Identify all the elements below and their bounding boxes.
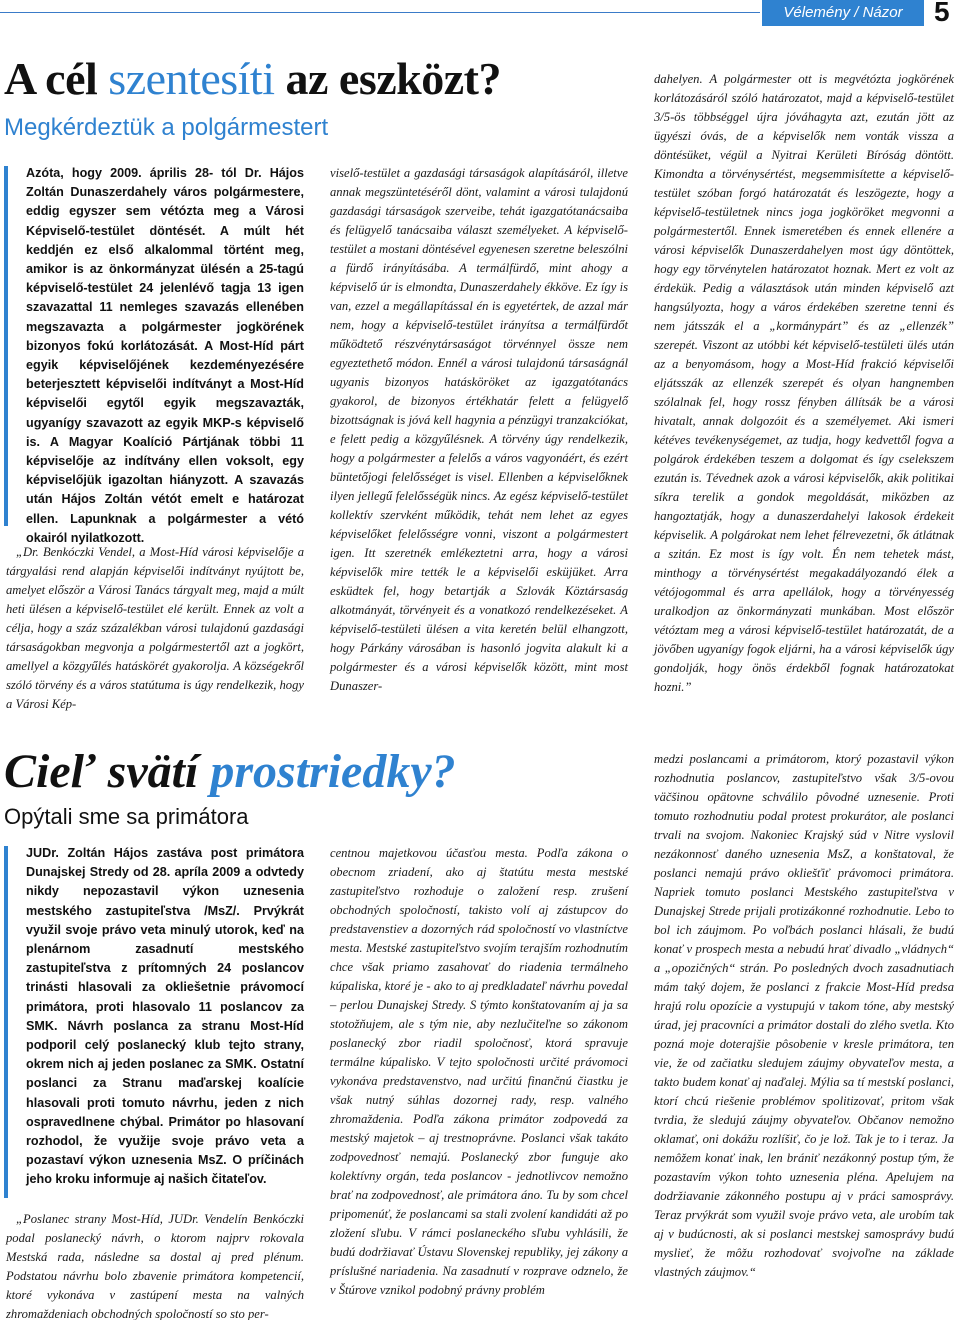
hu-headline-part3: az eszközt? <box>274 53 501 104</box>
hu-lead-bar <box>4 166 8 526</box>
sk-headline-part1: Cieľ svätí <box>4 745 211 798</box>
section-tag: Vélemény / Názor <box>762 0 924 26</box>
sk-subtitle: Opýtali sme sa primátora <box>4 804 249 829</box>
sk-column-2 <box>330 844 628 1300</box>
hu-column-1 <box>6 543 304 714</box>
sk-lead: JUDr. Zoltán Hájos zastáva post primátora Dunajskej Stredy od 28. apríla 2009 a odvtedy nikdy nepozastavil výkon uznesenia mestského zastupiteľstva /MsZ/. Prvýkrát využil svoje právo veta minulý utorok, keď na plenárnom zasadnutí mestského zastupiteľstva z prítomných 24 poslancov trinásti hlasovali za okliešetnie právomocí primátora, proti hlasovalo 11 poslancov za SMK. Návrh poslanca za stranu Most-Híd podporil celý poslanecký klub tejto strany, okrem nich aj jeden poslanec za SMK. Ostatní poslanci za Stranu maďarskej koalície hlasovali proti tomuto návrhu, jeden z nich ospravedlnene chýbal. Primátor po hlasovaní rozhodol, že využije svoje právo veta a pozastaví výkon uznesenia MsZ. O príčinách jeho kroku informuje aj našich čitateľov. <box>26 846 304 1187</box>
hu-subtitle: Megkérdeztük a polgármestert <box>4 114 329 141</box>
sk-column-1 <box>6 1210 304 1320</box>
page-header <box>0 0 960 28</box>
sk-column-3-text: medzi poslancami a primátorom, ktorý pozastavil výkon rozhodnutia poslancov, zastupiteľstvo však 3/5-ovou väčšinou opätovne schválilo pôvodné uznesenie. Proti tomuto rozhodnutiu podal protest prokurátor, ale poslanci trvali na svojom. Nakoniec Krajský súd v Nitre vyslovil nezákonnosť daného uznesenia MsZ, a konštatoval, že poslanci nemajú právo okliešťiť právomoci primátora. Napriek tomuto poslanci Mestského zastupiteľstva v Dunajskej Strede prijali protizákonné rozhodnutie. Lebo to bol ich záujmom. Po voľbách poslanci hlásali, že budú konať v prospech mesta a nebudú hrať divadlo „vládnych“ a „opozičných“ strán. Po posledných dvoch zasadnutiach mám taký dojem, že poslanci z frakcie Most-Híd predsa hrajú rolu opozície a vystupujú v takom tóne, aby mestský úrad, jej pracovníci a primátor dostali do zlého svetla. Kto pozná moje doterajšie pôsobenie v kresle primátora, ten vie, že od začiatku sledujem záujmy obyvateľov mesta, a takto budem konať aj naďalej. Mýlia sa tí mestskí poslanci, ktorí chcú riešenie problémov spolitizovať, pritom však tvrdia, že sledujú záujmy obyvateľov. Občanov nemožno oklamať, oni dokážu rozlíšiť, čo je lož. Tak je to i teraz. Ja nemôžem konať inak, len brániť nezákonný postup tým, že pozastavím výkon tohto uznesenia pléna. Apelujem na dodržiavanie zákonného postupu aj v práci samosprávy. Teraz prvýkrát som využil svoje právo veta, ale urobím tak aj v budúcnosti, ak si poslanci mestskej samosprávy budú myslieť, že môžu rozhodovať svojvoľne na základe vlastných záujmov.“ <box>654 752 954 1279</box>
sk-headline-part2: prostriedky? <box>210 745 456 798</box>
sk-lead-bar <box>4 846 8 1198</box>
hu-column-2 <box>330 164 628 696</box>
hu-column-3-text: dahelyen. A polgármester ott is megvétózta jogkörének korlátozásáról szóló határozatot, majd a képviselő-testület 3/5-ös többséggel újra jóváhagyta azt, ezután jött az ügyészi óvás, de a képviselők nem vonták vissza a döntésüket, végül a Nyitrai Kerületi Bíróság döntött. Kimondta a törvénysértést, megsemmisítette a képviselő-testület szóban forgó határozatát és leszögezte, hogy a képviselő-testületnek nincs joga jogköröket megvonni a polgármestertől. Ennek ismeretében és ennek ellenére a városi képviselők Dunaszerdahelyen most úgy döntöttek, hogy egy törvénytelen határozatot hoznak. Mert ez volt az érdekük. Pedig a választások után minden képviselő azt hangsúlyozta, hogy a város érdekében szeretne tenni és nem játsszák el a „kormánypárt” és az „ellenzék” szerepét. Viszont az utóbbi két képviselő-testületi ülés után az a benyomásom, hogy a Most-Híd frakció képviselői eljátsszák az ellenzék szerepét és olyan hangnemben szólalnak fel, hogy rossz fényben állítsák be a városi hivatalt, annak dolgozóit és a személyemet. Aki ismeri kétéves tevékenységemet, az tudja, hogy kedvettől fogva a polgárok érdekében teszem a dolgomat és így cselekszem ezután is. Tévednek azok a városi képviselők, akik politikai síkra terelik a gondok megoldását, miközben az hangoztatják, hogy a dunaszerdahelyi lakosok érdekeit képviselik. A polgárokat nem lehet félrevezetni, ők átlátnak a szitán. Ez most is így volt. Én nem tehetek mást, minthogy a törvénysértést megakadályozandó élek a vétójogommal és arra apellálok, hogy a törvényesség uralkodjon az önkormányzati munkában. Most először vétóztam meg a városi képviselő-testület határozatát, de a jövőben ugyanígy fogok eljárni, ha a városi képviselők úgy gondolják, hogy önös érdekből fognak határozatokat hozni.” <box>654 72 954 694</box>
hu-headline-part1: A cél <box>4 53 109 104</box>
page-number: 5 <box>934 0 950 27</box>
sk-column-2-text: centnou majetkovou účasťou mesta. Podľa zákona o obecnom zriadení, ako aj štatútu mesta mestské zastupiteľstvo rozhoduje o založení resp. zrušení obchodných spoločností, takisto volí aj zástupcov do predstavenstiev a dozorných rád spoločností vo vlastníctve mesta. Mestské zastupiteľstvo svojím terajším rozhodnutím chce však priamo zasahovať do riadenia termálneho kúpaliska, ktoré je - ako to aj predkladateľ návrhu povedal – perlou Dunajskej Stredy. S týmto konštatovaním aj ja sa stotožňujem, ale s tým nie, aby nezlučiteľne so zákonom poslanecký zbor riadil spoločnosť, ktorá spravuje termálne kúpalisko. V tejto spoločnosti určité právomoci vykonáva predstavenstvo, nad určitú finančnú čiastku je však nutný súhlas dozornej rady, resp. valného zhromaždenia. Podľa zákona primátor zodpovedá za mestský majetok – aj trestnoprávne. Poslanci však takáto zodpovednosť nemajú. Poslanecký zbor funguje ako kolektívny orgán, teda poslancov - jednotlivcov nemožno brať na zodpovednosť, ale primátora áno. Tu by som chcel pripomenúť, že poslancami sa stali zvolení kandidáti až po zložení sľubu. V rámci poslaneckého sľubu vyhlásili, že budú dodržiavať Ústavu Slovenskej republiky, jej zákony a príslušné nariadenia. Na zasadnutí v rozprave odznelo, že v Štúrove vznikol podobný právny problém <box>330 846 628 1297</box>
hu-headline-part2: szentesíti <box>108 53 275 104</box>
hu-column-2-text: viselő-testület a gazdasági társaságok alapításáról, illetve annak megszüntetéséről dönt, valamint a városi tulajdonú gazdasági társaságok szerveibe, tehát igazgatótanácsaiba és felügyelő tanácsaiba választ személyeket. A képviselő-testület a mostani döntésével egyenesen szeretne beleszólni a fürdő irányításába. A termálfürdő, mint ahogy a képviselő úr is elmondta, Dunaszerdahely ékköve. Ez így is van, ezzel a megállapítással én is egyetértek, de azzal már nem, hogy a képviselő-testület irányítsa a termálfürdőt működtető részvénytársaságot törvénnyel össze nem egyeztethető módon. Ennél a városi tulajdonú társaságnál ugyanis bizonyos hatásköröket az igazgatótanács gyakorol, de bizonyos értékhatár felett a felügyelő bizottságnak is jóvá kell hagynia a pénzügyi tranzakciókat, e felett pedig a közgyűlésnek. A törvény úgy rendelkezik, hogy a polgármester a felelős a város vagyonáért, és ezért büntetőjogi felelősséget is visel. Ellenben a képviselőknek ilyen jellegű felelősségük nincs. Az egész képviselő-testület kollektív szervként működik, tehát nem lehet az egyes képviselőket felelősségre vonni, viszont a polgármestert igen. Itt szeretnék emlékeztetni arra, hogy a városi képviselők mire tették le a képviselői esküjüket. Arra esküdtek fel, hogy betartják a Szlovák Köztársaság alkotmányát, törvényeit és a vonatkozó rendelkezéseket. A képviselő-testületi ülésen a vita keretén belül elhangzott, hogy Párkány városában is hasonló jogvita alakult ki a polgármester és a városi képviselők között, mint most Dunaszer- <box>330 166 628 693</box>
hu-headline <box>4 52 501 105</box>
sk-headline <box>4 744 456 799</box>
header-rule <box>0 12 760 13</box>
hu-lead: Azóta, hogy 2009. április 28- tól Dr. Hájos Zoltán Dunaszerdahely város polgármestere, eddig egyszer sem vétózta meg a Városi Képviselő-testület döntését. A múlt hét keddjén ez első alkalommal történt meg, amikor is az önkormányzat ülésén a 25-tagú képviselő-testület 24 jelenlévő tagja 13 igen szavazattal 11 nemleges szavazás ellenében megszavazta a polgármester jogkörének bizonyos fokú korlátozását. A Most-Híd párt egyik képviselőjének kezdeményezésére beterjesztett képviselői indítványt a Most-Híd képviselői egytől egyik megszavazták, ugyanígy szavazott az egyik MKP-s képviselő is. A Magyar Koalíció Pártjának többi 11 képviselője az indítvány ellen voksolt, egy képviselőjük igazoltan hiányzott. A szavazás után Hájos Zoltán vétót emelt e határozat ellen. Lapunknak a polgármester a vétó okairól nyilatkozott. <box>26 166 304 545</box>
sk-column-1-text: „Poslanec strany Most-Híd, JUDr. Vendelín Benkóczki podal poslanecký návrh, o ktorom najprv rokovala Mestská rada, následne sa dostal aj pred plénum. Podstatou návrhu bolo zbavenie primátora kompetencií, ktoré vykonáva v zastúpení mesta na valných zhromaždeniach obchodných spoločností so sto per- <box>6 1212 304 1320</box>
hu-column-3 <box>654 70 954 697</box>
hu-column-1-text: „Dr. Benkóczki Vendel, a Most-Híd városi képviselője a tárgyalási rend alapján képviselői indítványt nyújtott be, amelyet először a Városi Tanács tárgyalt meg, majd a múlt heti ülésen a képviselő-testület elé került. Ennek az volt a célja, hogy a száz százalékban városi tulajdonú gazdasági társaságokban megvonja a polgármestertől azt a jogkört, amellyel a közgyűlés hatáskörét gyakorolja. A községekről szóló törvény és a város statútuma is úgy rendelkezik, hogy a Városi Kép- <box>6 545 304 711</box>
sk-column-3 <box>654 750 954 1282</box>
